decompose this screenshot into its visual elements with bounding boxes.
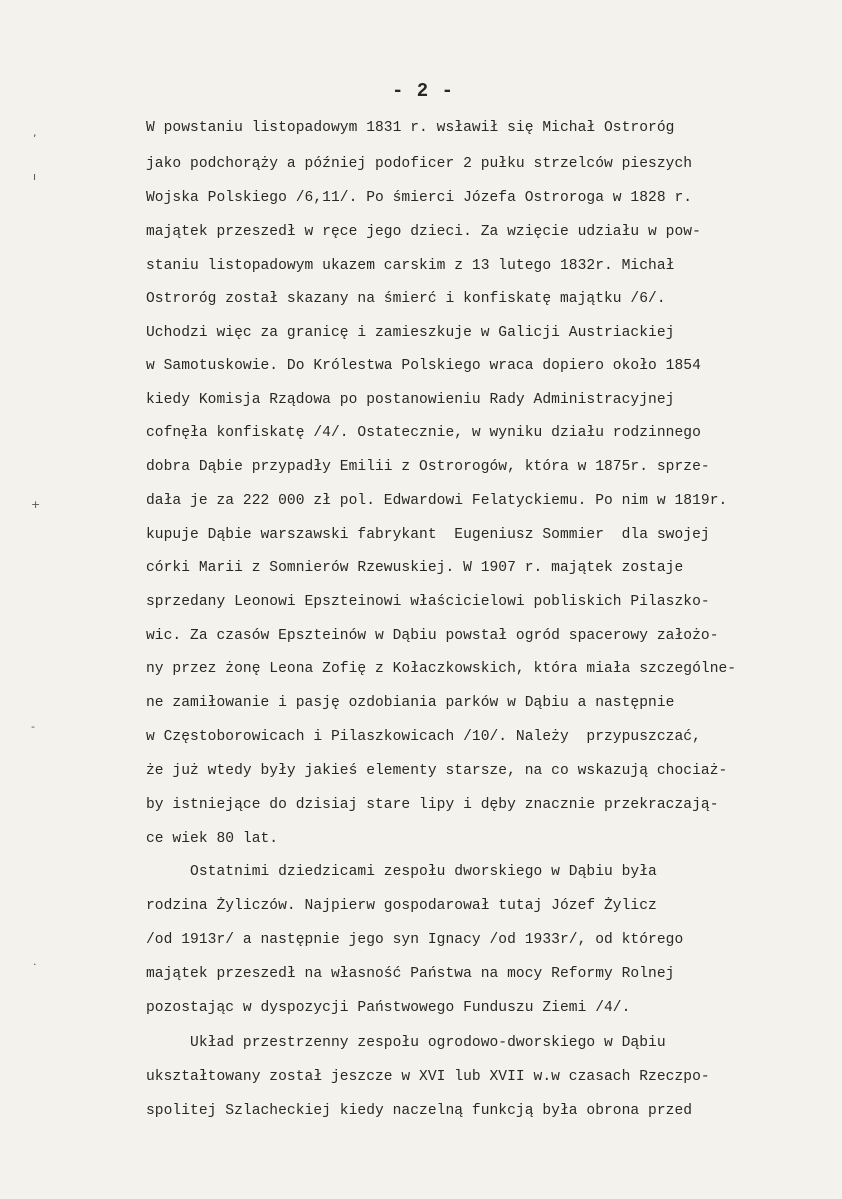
text-line: spolitej Szlacheckiej kiedy naczelną funkcją była obrona przed bbox=[146, 1103, 693, 1119]
margin-mark: · bbox=[33, 958, 37, 971]
text-line: Uchodzi więc za granicę i zamieszkuje w Galicji Austriackiej bbox=[146, 325, 675, 341]
text-line: ce wiek 80 lat. bbox=[146, 831, 279, 847]
text-line: ukształtowany został jeszcze w XVI lub XVII w.w czasach Rzeczpo- bbox=[146, 1069, 710, 1085]
text-line: pozostając w dyspozycji Państwowego Funduszu Ziemi /4/. bbox=[146, 1000, 631, 1016]
text-line: kiedy Komisja Rządowa po postanowieniu Rady Administracyjnej bbox=[146, 392, 675, 408]
text-line: córki Marii z Somnierów Rzewuskiej. W 1907 r. majątek zostaje bbox=[146, 560, 684, 576]
text-line: Układ przestrzenny zespołu ogrodowo-dworskiego w Dąbiu bbox=[146, 1035, 666, 1051]
text-line: W powstaniu listopadowym 1831 r. wsławił się Michał Ostroróg bbox=[146, 120, 675, 136]
text-line: w Samotuskowie. Do Królestwa Polskiego wraca dopiero około 1854 bbox=[146, 358, 701, 374]
text-line: staniu listopadowym ukazem carskim z 13 lutego 1832r. Michał bbox=[146, 258, 675, 274]
text-line: cofnęła konfiskatę /4/. Ostatecznie, w wyniku działu rodzinnego bbox=[146, 425, 701, 441]
text-line: kupuje Dąbie warszawski fabrykant Eugeniusz Sommier dla swojej bbox=[146, 527, 710, 543]
text-line: Ostroróg został skazany na śmierć i konfiskatę majątku /6/. bbox=[146, 291, 666, 307]
text-line: by istniejące do dzisiaj stare lipy i dęby znacznie przekraczają- bbox=[146, 797, 719, 813]
text-line: Ostatnimi dziedzicami zespołu dworskiego w Dąbiu była bbox=[146, 864, 657, 880]
text-line: jako podchorąży a później podoficer 2 pułku strzelców pieszych bbox=[146, 156, 693, 172]
text-line: /od 1913r/ a następnie jego syn Ignacy /od 1933r/, od którego bbox=[146, 932, 684, 948]
text-line: dała je za 222 000 zł pol. Edwardowi Felatyckiemu. Po nim w 1819r. bbox=[146, 493, 728, 509]
margin-mark: + bbox=[31, 498, 41, 511]
text-line: ny przez żonę Leona Zofię z Kołaczkowskich, która miała szczególne- bbox=[146, 661, 737, 677]
text-line: ne zamiłowanie i pasję ozdobiania parków w Dąbiu a następnie bbox=[146, 695, 675, 711]
text-line: wic. Za czasów Epszteinów w Dąbiu powstał ogród spacerowy założo- bbox=[146, 628, 719, 644]
text-line: majątek przeszedł w ręce jego dzieci. Za wzięcie udziału w pow- bbox=[146, 224, 701, 240]
text-line: w Częstoborowicach i Pilaszkowicach /10/. Należy przypuszczać, bbox=[146, 729, 701, 745]
margin-mark: , bbox=[33, 126, 37, 139]
text-line: Wojska Polskiego /6,11/. Po śmierci Józefa Ostroroga w 1828 r. bbox=[146, 190, 693, 206]
text-line: dobra Dąbie przypadły Emilii z Ostrorogów, która w 1875r. sprze- bbox=[146, 459, 710, 475]
text-line: sprzedany Leonowi Epszteinowi właścicielowi pobliskich Pilaszko- bbox=[146, 594, 710, 610]
text-line: majątek przeszedł na własność Państwa na mocy Reformy Rolnej bbox=[146, 966, 675, 982]
text-line: rodzina Żyliczów. Najpierw gospodarował tutaj Józef Żylicz bbox=[146, 898, 657, 914]
text-line: że już wtedy były jakieś elementy starsze, na co wskazują chociaż- bbox=[146, 763, 728, 779]
margin-mark: ı bbox=[33, 170, 37, 183]
page-number: - 2 - bbox=[392, 80, 455, 102]
margin-mark: - bbox=[31, 720, 35, 733]
